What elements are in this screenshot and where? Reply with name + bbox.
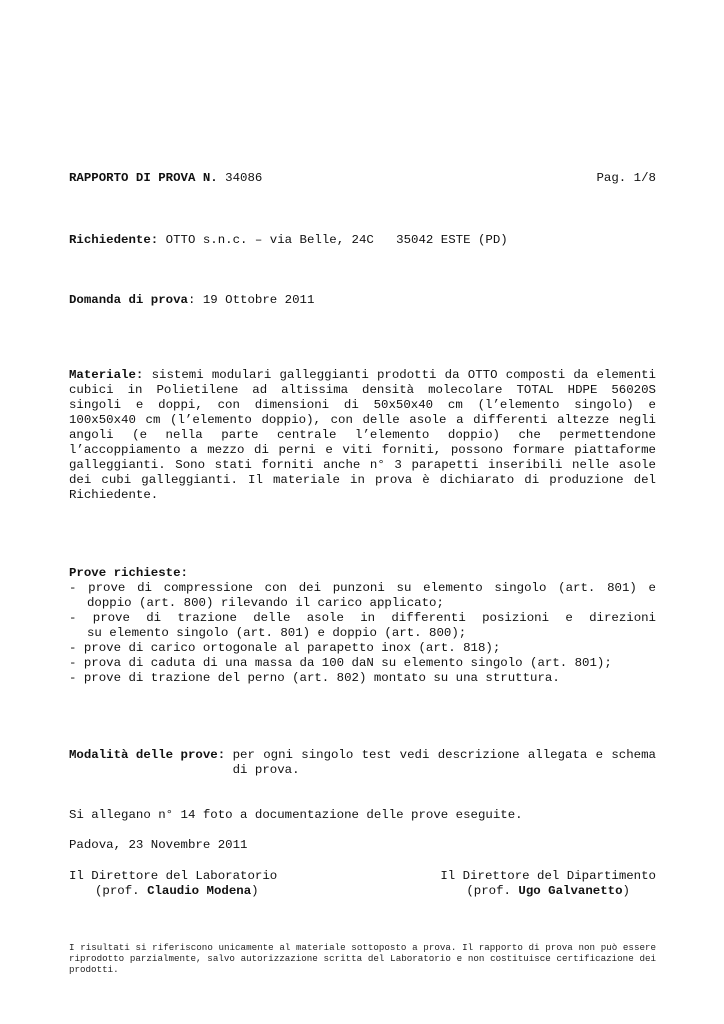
test-item-line: - prove di carico ortogonale al parapetto inox (art. 818); xyxy=(69,641,501,655)
test-item-line: - prove di compressione con dei punzoni su elemento singolo (art. 801) e xyxy=(69,581,656,595)
test-item-line: - prova di caduta di una massa da 100 daN su elemento singolo (art. 801); xyxy=(69,656,612,670)
modalities-label: Modalità delle prove: xyxy=(69,748,226,762)
dept-director-name: Ugo Galvanetto xyxy=(518,884,623,898)
test-request-label: Domanda di prova xyxy=(69,293,188,307)
report-number: 34086 xyxy=(217,171,263,185)
dept-director-title: Il Direttore del Dipartimento xyxy=(440,869,656,883)
lab-director-name: Claudio Modena xyxy=(147,884,252,898)
signature-right xyxy=(440,869,656,899)
modalities-text: per ogni singolo test vedi descrizione allegata e schema di prova. xyxy=(232,748,656,777)
test-item-line: doppio (art. 800) rilevando il carico applicato; xyxy=(87,596,444,610)
signature-left xyxy=(69,869,277,899)
test-request-date: 19 Ottobre 2011 xyxy=(195,293,315,307)
test-item-line: su elemento singolo (art. 801) e doppio (art. 800); xyxy=(87,626,467,640)
footer-disclaimer: I risultati si riferiscono unicamente al materiale sottoposto a prova. Il rapporto di prova non può essere riprodotto parzialmente, salvo autorizzazione scritta del Laboratorio e non costituisce certificazione dei prodotti. xyxy=(69,942,656,975)
test-item-line: - prove di trazione delle asole in differenti posizioni e direzioni xyxy=(69,611,656,625)
place-date-line: Padova, 23 Novembre 2011 xyxy=(69,838,248,852)
dept-director-name-line: (prof. Ugo Galvanetto) xyxy=(466,884,630,898)
lab-director-title: Il Direttore del Laboratorio xyxy=(69,869,278,883)
test-item-line: - prove di trazione del perno (art. 802) montato su una struttura. xyxy=(69,671,560,685)
material-text: sistemi modulari galleggianti prodotti da OTTO composti da elementi cubici in Polietilene ad altissima densità molecolare TOTAL HDPE 56020S singoli e doppi, con dimensioni di 50x50x40 cm (l’elemento singolo) e 100x50x40 cm (l’elemento doppio), con delle asole a differenti altezze negli angoli (e nella parte centrale l’elemento doppio) che permettendone l’accoppiamento a mezzo di perni e viti forniti, possono formare piattaforme galleggianti. Sono stati forniti anche n° 3 parapetti inseribili nelle asole dei cubi galleggianti. Il materiale in prova è dichiarato di produzione del Richiedente. xyxy=(69,368,656,502)
material-paragraph xyxy=(69,368,656,503)
report-header xyxy=(69,171,656,186)
requester-value: OTTO s.n.c. – via Belle, 24C 35042 ESTE (PD) xyxy=(158,233,508,247)
attachments-line: Si allegano n° 14 foto a documentazione delle prove eseguite. xyxy=(69,808,523,822)
lab-director-name-line: (prof. Claudio Modena) xyxy=(95,884,259,898)
signature-block xyxy=(69,869,656,899)
test-request-colon: : xyxy=(187,293,196,307)
requester-label: Richiedente: xyxy=(69,233,159,247)
report-id xyxy=(69,171,262,186)
requester-line xyxy=(69,233,656,248)
test-request-line xyxy=(69,293,656,308)
material-label: Materiale: xyxy=(69,368,144,382)
page-indicator: Pag. 1/8 xyxy=(596,171,656,185)
modalities-section xyxy=(69,748,656,778)
requested-tests-section xyxy=(69,566,656,686)
report-label: RAPPORTO DI PROVA N. xyxy=(69,171,218,185)
requested-tests-label: Prove richieste: xyxy=(69,566,188,580)
